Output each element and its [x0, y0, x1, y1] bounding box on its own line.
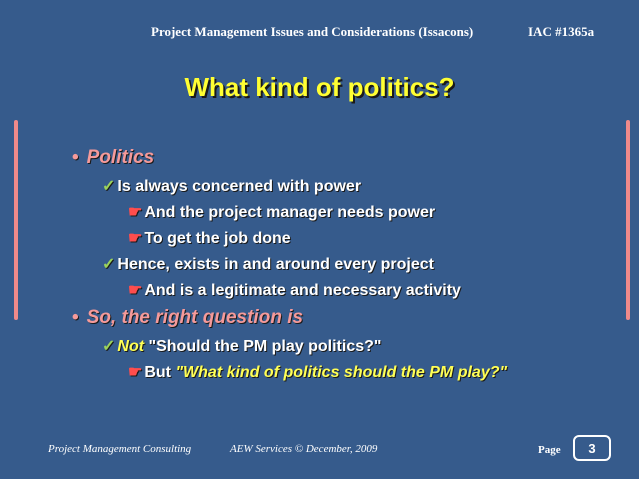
sub-bullet-every-project: [102, 254, 434, 274]
emphasis-not: Not: [117, 338, 145, 355]
bullet-dot-icon: •: [72, 307, 79, 328]
footer-page-label: Page: [538, 444, 561, 456]
bullet-text: Politics: [86, 147, 155, 168]
sub-sub-bullet-legitimate: [128, 280, 461, 300]
sub-bullet-text: Hence, exists in and around every project: [117, 256, 434, 273]
sub-sub-bullet-text: And the project manager needs power: [144, 204, 436, 221]
sub-bullet-text: Is always concerned with power: [117, 178, 362, 195]
footer-company: Project Management Consulting: [48, 443, 192, 455]
bullet-politics: [72, 147, 154, 169]
sub-bullet-not: [102, 336, 381, 356]
emphasis-quote: "What kind of politics should the PM play?": [175, 364, 508, 381]
checkmark-icon: ✓: [102, 338, 116, 355]
sub-sub-bullet-text: To get the job done: [144, 230, 291, 247]
checkmark-icon: ✓: [102, 256, 116, 273]
page-number: 3: [588, 440, 596, 456]
footer-copyright: AEW Services © December, 2009: [230, 443, 378, 455]
pointing-hand-icon: ☛: [128, 230, 143, 247]
sub-bullet-text: "Should the PM play politics?": [144, 338, 382, 355]
checkmark-icon: ✓: [102, 178, 116, 195]
sub-bullet-power: [102, 176, 361, 196]
slide-title: What kind of politics?: [184, 72, 455, 102]
bullet-text: So, the right question is: [86, 307, 304, 328]
sub-sub-bullet-pm-power: [128, 202, 435, 222]
sub-sub-bullet-but: [128, 362, 507, 382]
bullet-dot-icon: •: [72, 147, 79, 168]
pointing-hand-icon: ☛: [128, 282, 143, 299]
pointing-hand-icon: ☛: [128, 364, 143, 381]
sub-sub-bullet-job-done: [128, 228, 291, 248]
pointing-hand-icon: ☛: [128, 204, 143, 221]
bullet-right-question: [72, 307, 303, 329]
sub-sub-bullet-text: And is a legitimate and necessary activity: [144, 282, 461, 299]
course-code: IAC #1365a: [528, 24, 595, 39]
page-number-box: [573, 435, 611, 461]
course-title: Project Management Issues and Considerations (Issacons): [151, 24, 474, 39]
sub-sub-bullet-but-text: But: [144, 364, 176, 381]
